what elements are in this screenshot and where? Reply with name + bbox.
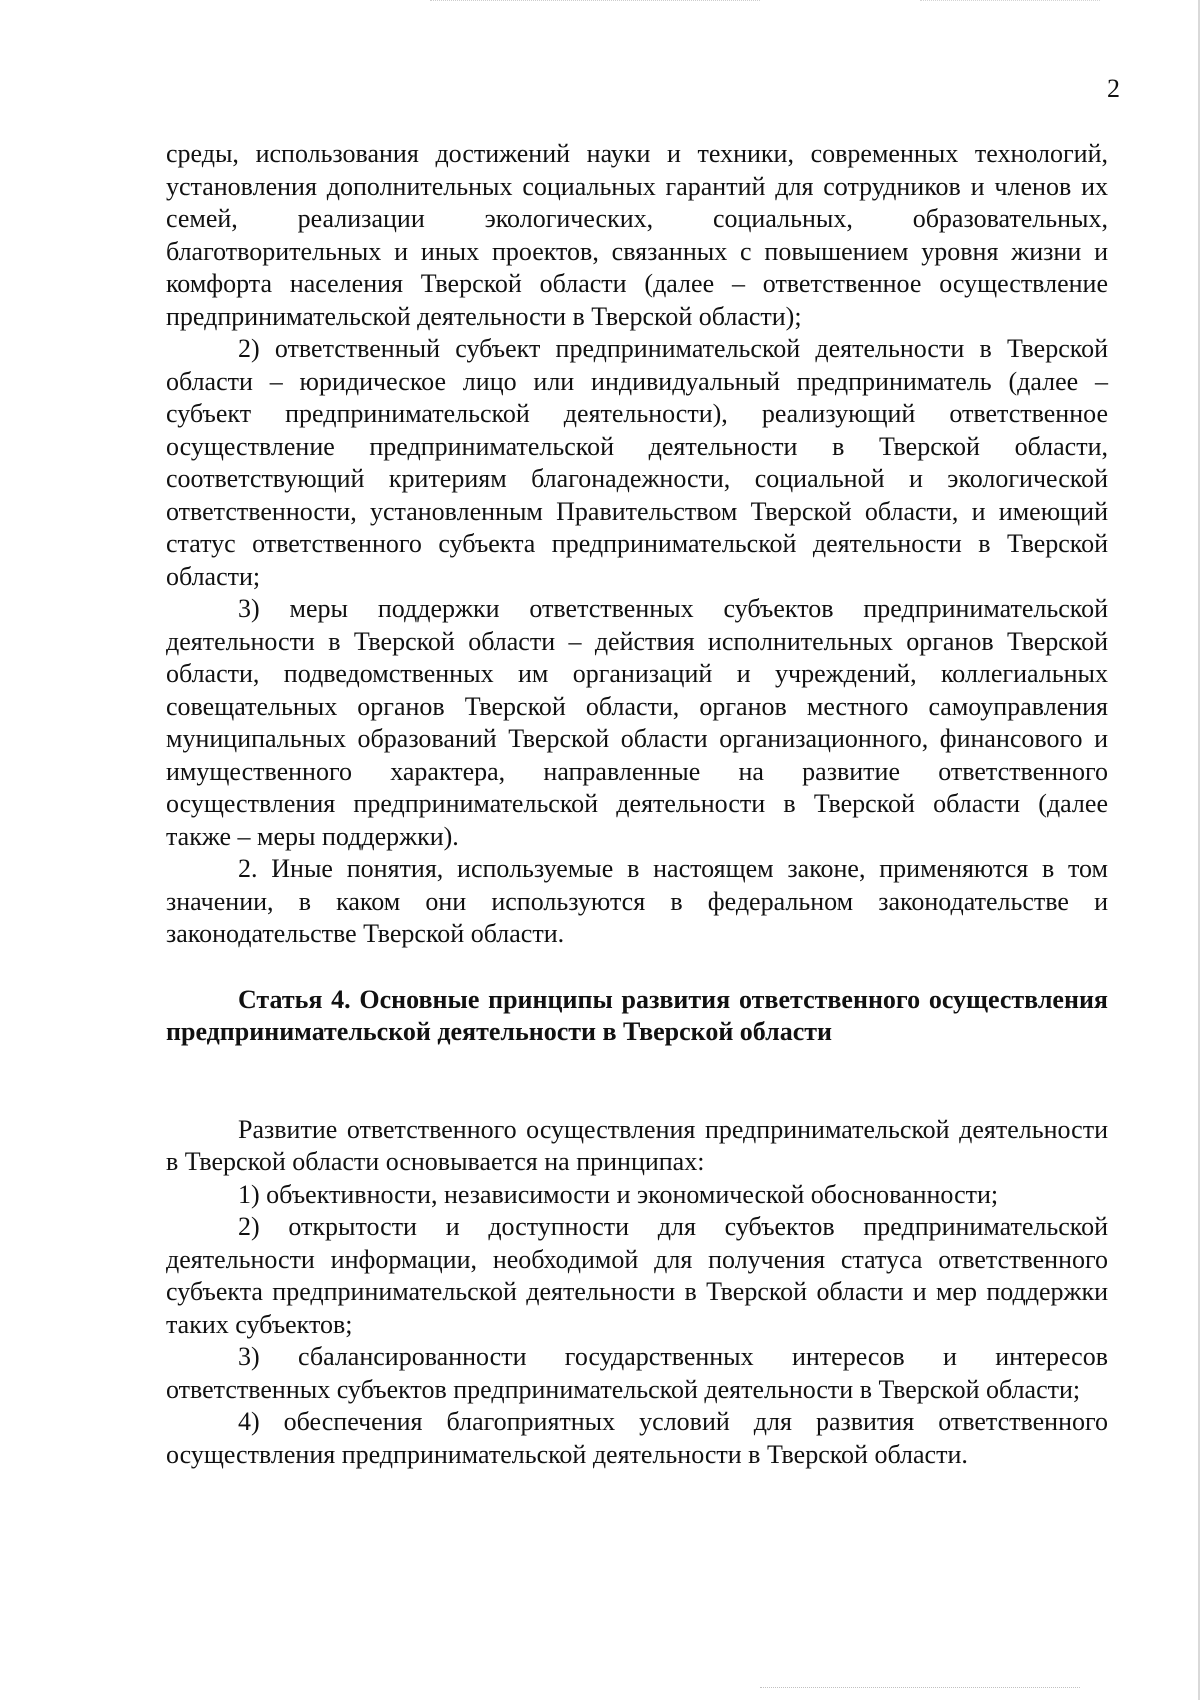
paragraph-principle-1: 1) объективности, независимости и экономической обоснованности;: [238, 1179, 999, 1209]
article-4-title: Статья 4. Основные принципы развития ответственного осуществления предпринимательской деятельности в Тверской области: [166, 984, 1108, 1046]
scan-artifact-bottom: [760, 1685, 1080, 1688]
paragraph-principle-3: 3) сбалансированности государственных интересов и интересов ответственных субъектов предпринимательской деятельности в Тверской области;: [166, 1342, 1108, 1404]
paragraph-other-concepts: 2. Иные понятия, используемые в настоящем законе, применяются в том значении, в каком они используются в федеральном законодательстве и законодательстве Тверской области.: [166, 854, 1108, 948]
paragraph-definition-2: 2) ответственный субъект предпринимательской деятельности в Тверской области – юридическое лицо или индивидуальный предприниматель (далее – субъект предпринимательской деятельности), реализующий ответственное осуществление предпринимательской деятельности в Тверской области, соответствующий критериям благонадежности, социальной и экологической ответственности, установленным Правительством Тверской области, и имеющий статус ответственного субъекта предпринимательской деятельности в Тверской области;: [166, 334, 1108, 591]
scan-artifact-top-left: [430, 0, 760, 7]
document-body: [166, 138, 1108, 1471]
page-number: 2: [1107, 74, 1120, 103]
paragraph-definition-3: 3) меры поддержки ответственных субъектов предпринимательской деятельности в Тверской области – действия исполнительных органов Тверской области, подведомственных им организаций и учреждений, коллегиальных совещательных органов Тверской области, органов местного самоуправления муниципальных образований Тверской области организационного, финансового и имущественного характера, направленные на развитие ответственного осуществления предпринимательской деятельности в Тверской области (далее также – меры поддержки).: [166, 594, 1108, 851]
paragraph-principle-4: 4) обеспечения благоприятных условий для развития ответственного осуществления предпринимательской деятельности в Тверской области.: [166, 1407, 1108, 1469]
paragraph-continuation: среды, использования достижений науки и техники, современных технологий, установления дополнительных социальных гарантий для сотрудников и членов их семей, реализации экологических, социальных, образовательных, благотворительных и иных проектов, связанных с повышением уровня жизни и комфорта населения Тверской области (далее – ответственное осуществление предпринимательской деятельности в Тверской области);: [166, 139, 1108, 331]
paragraph-principles-intro: Развитие ответственного осуществления предпринимательской деятельности в Тверской области основывается на принципах:: [166, 1114, 1108, 1176]
paragraph-principle-2: 2) открытости и доступности для субъектов предпринимательской деятельности информации, необходимой для получения статуса ответственного субъекта предпринимательской деятельности в Тверской области и мер поддержки таких субъектов;: [166, 1212, 1108, 1339]
scan-artifact-top-right: [920, 0, 1100, 7]
